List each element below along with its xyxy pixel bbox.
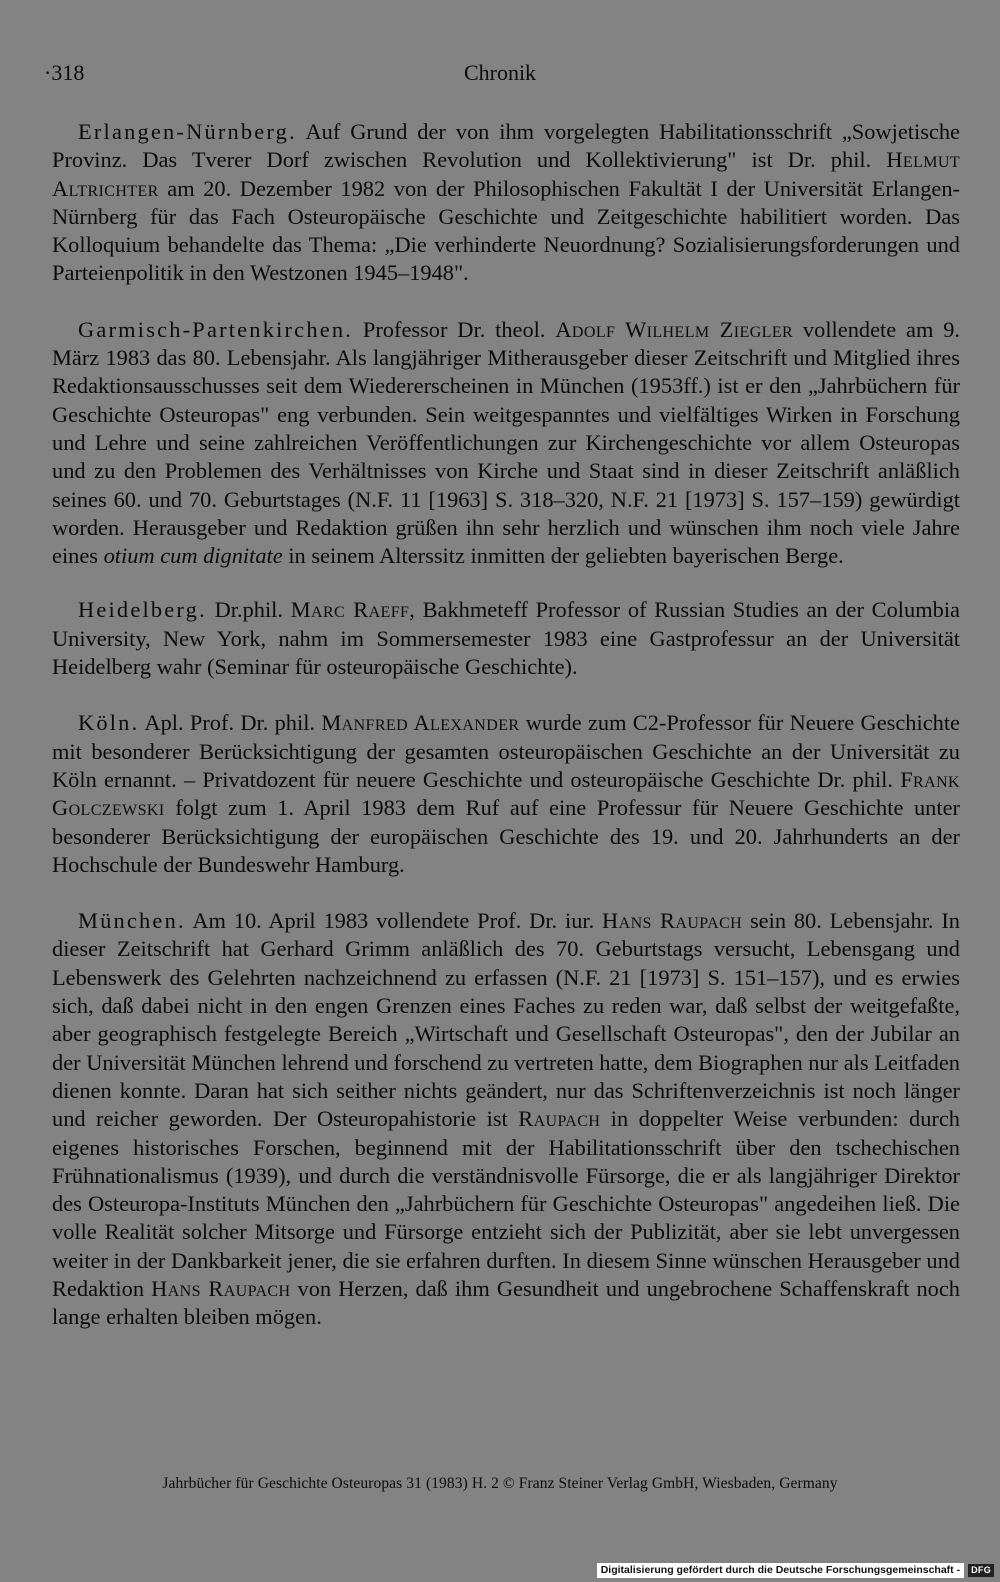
entry-place: Heidelberg. xyxy=(78,597,207,623)
person-name: Adolf Wilhelm Ziegler xyxy=(555,316,794,342)
entry-text: Dr.phil. xyxy=(206,597,291,623)
dfg-logo-icon: DFG xyxy=(968,1564,994,1577)
entry-text: Auf Grund der von ihm vorgelegten Habilitationsschrift „Sowjetische Provinz. Das Tverer Dorf zwischen Revolution und Kollektivierung" ist Dr. phil. xyxy=(52,119,960,173)
entry-place: München. xyxy=(78,908,186,934)
entry-garmisch xyxy=(52,316,960,571)
page-number: ·318 xyxy=(44,60,85,85)
italic-phrase: otium cum dignitate xyxy=(103,543,283,569)
person-name: Raupach xyxy=(518,1106,601,1132)
entry-text: wurde zum C2-Professor für Neuere Geschichte mit besonderer Berücksichtigung der gesamten osteuropäischen Geschichte an der Universität zu Köln ernannt. – Privatdozent für neuere Geschichte und osteuropäische Geschichte Dr. phil. xyxy=(52,710,960,792)
entry-text: , Bakhmeteff Professor of Russian Studies an der Columbia University, New York, nahm im Sommersemester 1983 eine Gastprofessur an der Universität Heidelberg wahr (Seminar für osteuropäische Geschichte). xyxy=(52,597,960,680)
entry-text: in doppelter Weise verbunden: durch eigenes historisches Forschen, beginnend mit der Habilitationsschrift über den tschechischen Frühnationalismus (1939), und durch die verständnisvolle Fürsorge, die er als langjähriger Direktor des Osteuropa-Instituts München den „Jahrbüchern für Geschichte Osteuropas" angedeihen ließ. Die volle Realität solcher Mitsorge und Fürsorge entzieht sich der Publizität, aber sie lebt unvergessen weiter in der Dankbarkeit jener, die sie erfahren durften. In diesem Sinne wünschen Herausgeber und Redaktion xyxy=(52,1106,960,1301)
entry-text: in seinem Alterssitz inmitten der geliebten bayerischen Berge. xyxy=(282,543,844,569)
journal-citation: Jahrbücher für Geschichte Osteuropas 31 (1983) H. 2 © Franz Steiner Verlag GmbH, Wiesbaden, Germany xyxy=(162,1475,838,1492)
entry-heidelberg xyxy=(52,596,960,681)
entry-text: Professor Dr. theol. xyxy=(353,316,556,342)
entry-text: Am 10. April 1983 vollendete Prof. Dr. iur. xyxy=(185,908,603,934)
entry-place: Garmisch-Partenkirchen. xyxy=(78,316,354,342)
entry-place: Erlangen-Nürnberg. xyxy=(78,119,297,144)
entry-text: am 20. Dezember 1982 von der Philosophischen Fakultät I der Universität Erlangen-Nürnberg für das Fach Osteuropäische Geschichte und Zeitgeschichte habilitiert worden. Das Kolloquium behandelte das Thema: „Die verhinderte Neuordnung? Sozialisierungsforderungen und Parteienpolitik in den Westzonen 1945–1948". xyxy=(52,175,960,286)
entry-text: von Herzen, daß ihm Gesundheit und ungebrochene Schaffenskraft noch lange erhalten bleiben mögen. xyxy=(52,1275,960,1330)
entry-text: vollendete am 9. März 1983 das 80. Lebensjahr. Als langjähriger Mitherausgeber dieser Zeitschrift und Mitglied ihres Redaktionsausschusses seit dem Wiedererscheinen in München (1953ff.) ist er den „Jahrbüchern für Geschichte Osteuropas" eng verbunden. Sein weitgespanntes und vielfältiges Wirken in Forschung und Lehre und seine zahlreichen Veröffentlichungen zur Kirchengeschichte vor allem Osteuropas und zu den Problemen des Verhältnisses von Kirche und Staat sind in dieser Zeitschrift anläßlich seines 60. und 70. Geburtstages (N.F. 11 [1963] S. 318–320, N.F. 21 [1973] S. 157–159) gewürdigt worden. Herausgeber und Redaktion grüßen ihn sehr herzlich und wünschen ihm noch viele Jahre eines xyxy=(52,316,961,569)
person-name: Frank Golczewski xyxy=(52,766,960,821)
entry-koeln xyxy=(52,709,960,879)
entry-erlangen xyxy=(52,118,960,288)
person-name: Marc Raeff xyxy=(290,597,410,623)
person-name: Hans Raupach xyxy=(151,1275,291,1301)
entry-text: sein 80. Lebensjahr. In dieser Zeitschrift hat Gerhard Grimm anläßlich des 70. Geburtstags versucht, Lebensgang und Lebenswerk des Gelehrten nachzeichnend zu erfassen (N.F. 21 [1973] S. 151–157), und es erwies sich, daß dabei nicht in den engen Grenzen eines Faches zu reden war, daß selbst der weitgefaßte, aber geographisch festgelegte Bereich „Wirtschaft und Gesellschaft Osteuropas", den der Jubilar an der Universität München lehrend und forschend zu vertreten hatte, dem Biographen nur als Leitfaden dienen konnte. Daran hat sich seither nichts geändert, nur das Schriftenverzeichnis ist noch länger und reicher geworden. Der Osteuropahistorie ist xyxy=(52,908,960,1132)
digitization-credit xyxy=(597,1563,994,1578)
running-head: Chronik xyxy=(463,60,537,85)
page-header xyxy=(42,60,958,92)
entry-place: Köln. xyxy=(78,710,140,736)
entry-muenchen xyxy=(52,907,960,1331)
person-name: Manfred Alexander xyxy=(321,710,520,736)
entry-text: Apl. Prof. Dr. phil. xyxy=(139,710,322,736)
chronicle-body xyxy=(52,118,960,1360)
person-name: Hans Raupach xyxy=(602,908,743,934)
credit-text: Digitalisierung gefördert durch die Deutsche Forschungsgemeinschaft - xyxy=(597,1563,964,1578)
entry-text: folgt zum 1. April 1983 dem Ruf auf eine Professur für Neuere Geschichte unter besonderer Berücksichtigung der europäischen Geschichte des 19. und 20. Jahrhunderts an der Hochschule der Bundeswehr Hamburg. xyxy=(52,795,960,877)
person-name: Helmut Altrichter xyxy=(52,147,960,201)
